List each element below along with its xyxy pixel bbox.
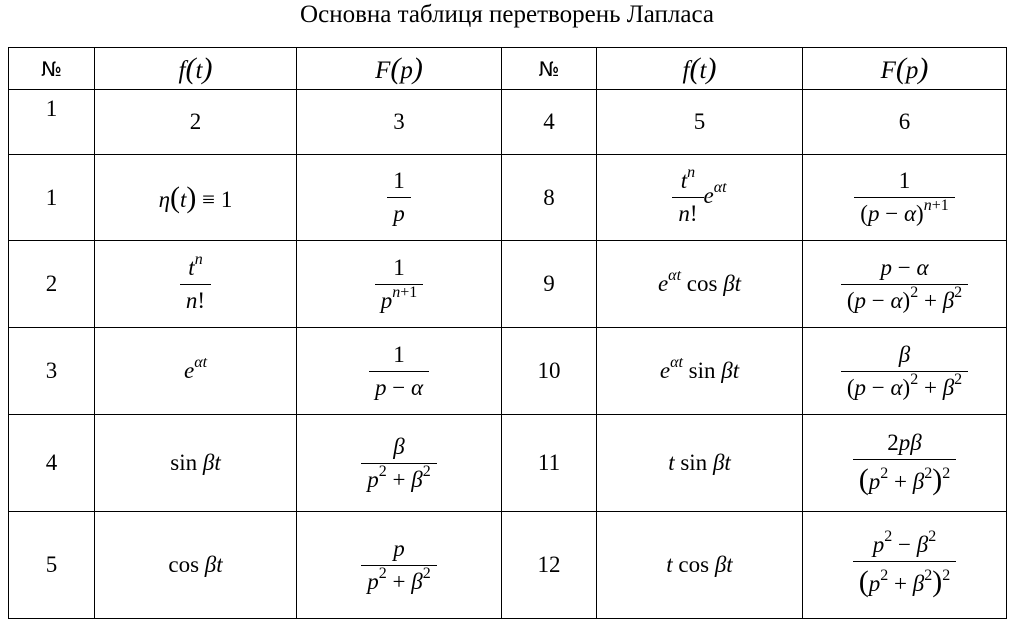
column-number: 4 bbox=[502, 90, 597, 155]
formula-f-right: $\frac{t^n}{n!}$ $e^{\alpha t}$ bbox=[597, 155, 803, 241]
row-number: 5 bbox=[9, 512, 95, 619]
header-num-left: № bbox=[9, 48, 95, 90]
formula-F-right: $\frac{\beta}{(p - \alpha)^2 + \beta^2}$ bbox=[803, 328, 1007, 415]
formula-f-left: sin βt bbox=[95, 415, 297, 512]
header-num-right: № bbox=[502, 48, 597, 90]
table-row bbox=[9, 512, 1007, 619]
table-row bbox=[9, 415, 1007, 512]
table-header-row bbox=[9, 48, 1007, 90]
row-number: 9 bbox=[502, 241, 597, 328]
formula-f-left: η(t) ≡ 1 bbox=[95, 155, 297, 241]
laplace-table bbox=[8, 47, 1007, 619]
column-number: 1 bbox=[9, 90, 95, 155]
row-number: 10 bbox=[502, 328, 597, 415]
page-title: Основна таблиця перетворень Лапласа bbox=[300, 1, 714, 28]
row-number: 12 bbox=[502, 512, 597, 619]
formula-F-right: $\frac{p^2 - \beta^2}{(p^2 + \beta^2)^2}$ bbox=[803, 512, 1007, 619]
formula-f-right: $e^{\alpha t}$ sin βt bbox=[597, 328, 803, 415]
column-number: 5 bbox=[597, 90, 803, 155]
column-number: 3 bbox=[297, 90, 502, 155]
formula-F-right: $\frac{2p\beta}{(p^2 + \beta^2)^2}$ bbox=[803, 415, 1007, 512]
formula-F-right: $\frac{p - \alpha}{(p - \alpha)^2 + \beta^2}$ bbox=[803, 241, 1007, 328]
formula-F-left: $\frac{\beta}{p^2 + \beta^2}$ bbox=[297, 415, 502, 512]
formula-f-right: t cos βt bbox=[597, 512, 803, 619]
formula-f-left: cos βt bbox=[95, 512, 297, 619]
row-number: 3 bbox=[9, 328, 95, 415]
formula-f-right: $e^{\alpha t}$ cos βt bbox=[597, 241, 803, 328]
formula-F-left: $\frac{1}{p^{n+1}}$ bbox=[297, 241, 502, 328]
header-f-left: f(t) bbox=[95, 48, 297, 90]
row-number: 2 bbox=[9, 241, 95, 328]
header-f-right: f(t) bbox=[597, 48, 803, 90]
formula-f-left: $e^{\alpha t}$ bbox=[95, 328, 297, 415]
formula-F-left: $\frac{1}{p - \alpha}$ bbox=[297, 328, 502, 415]
header-F-left: F(p) bbox=[297, 48, 502, 90]
row-number: 11 bbox=[502, 415, 597, 512]
row-number: 8 bbox=[502, 155, 597, 241]
table-row bbox=[9, 328, 1007, 415]
row-number: 4 bbox=[9, 415, 95, 512]
formula-F-left: $\frac{p}{p^2 + \beta^2}$ bbox=[297, 512, 502, 619]
column-number: 2 bbox=[95, 90, 297, 155]
formula-F-left: $\frac{1}{p}$ bbox=[297, 155, 502, 241]
formula-f-left: $\frac{t^n}{n!}$ bbox=[95, 241, 297, 328]
table-row bbox=[9, 155, 1007, 241]
table-row bbox=[9, 241, 1007, 328]
header-F-right: F(p) bbox=[803, 48, 1007, 90]
formula-F-right: $\frac{1}{(p - \alpha)^{n+1}}$ bbox=[803, 155, 1007, 241]
column-numbers-row bbox=[9, 90, 1007, 155]
row-number: 1 bbox=[9, 155, 95, 241]
formula-f-right: t sin βt bbox=[597, 415, 803, 512]
column-number: 6 bbox=[803, 90, 1007, 155]
